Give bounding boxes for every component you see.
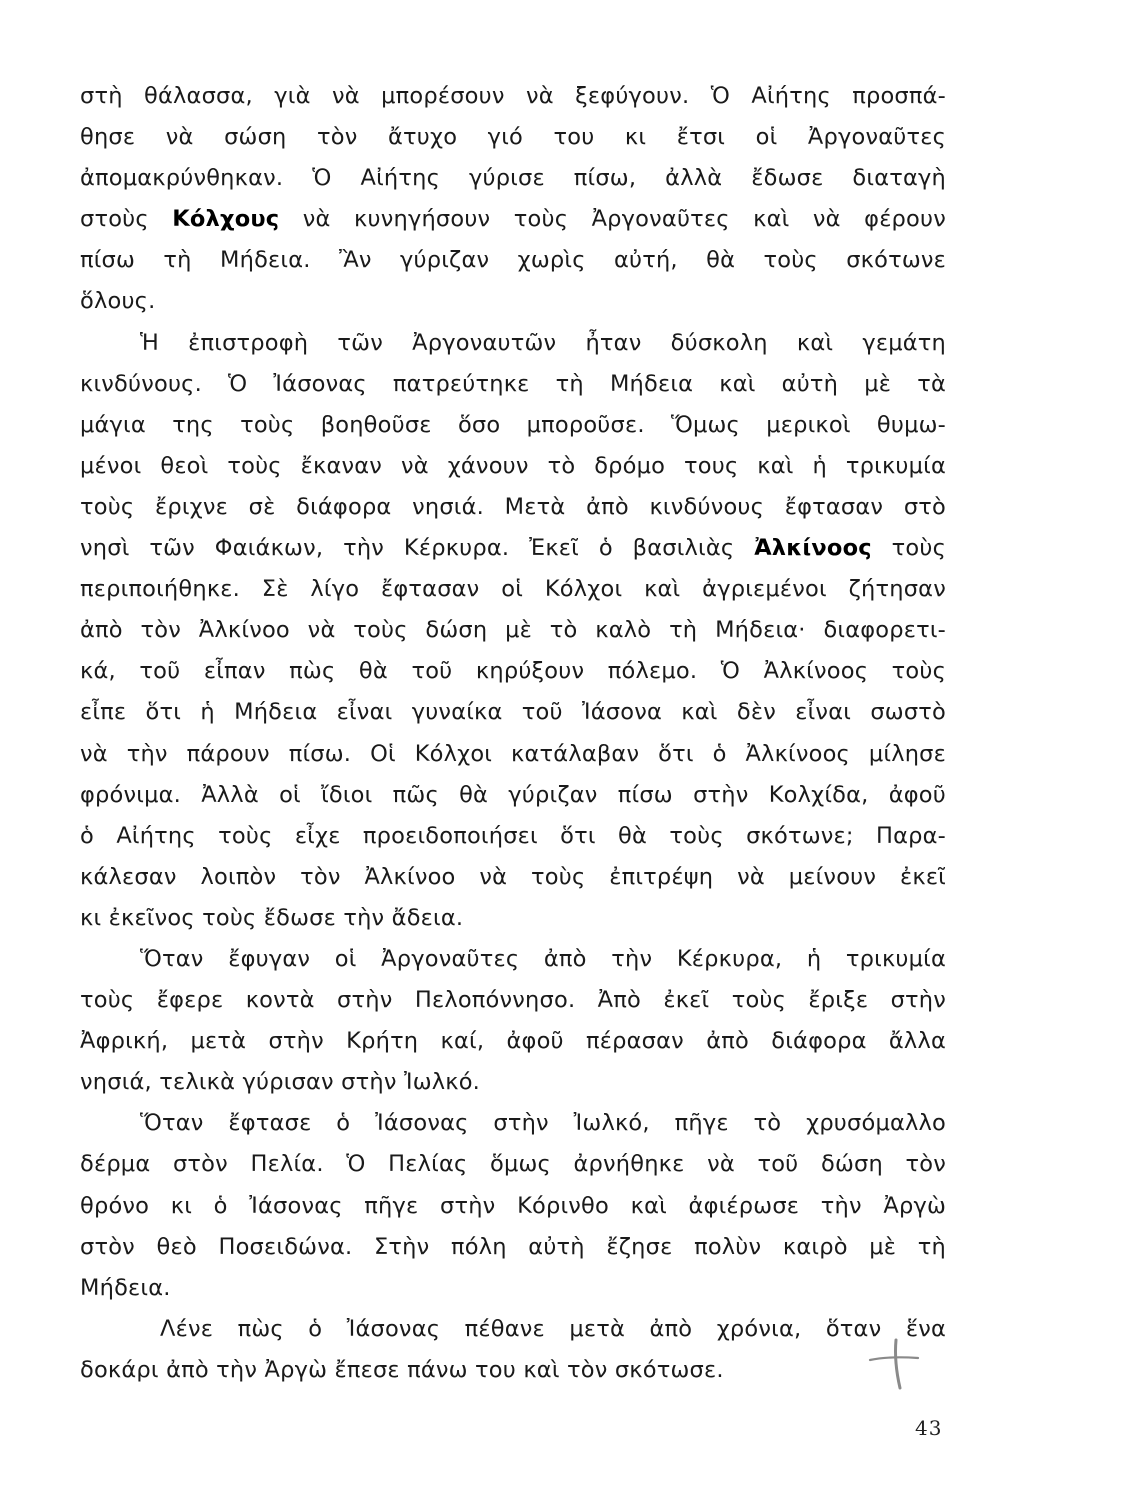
text-line	[80, 199, 946, 240]
text-line: τοὺς ἔριχνε σὲ διάφορα νησιά. Μετὰ ἀπὸ κινδύνους ἔφτασαν στὸ	[80, 493, 946, 520]
page-number: 43	[915, 1416, 943, 1440]
text-line	[80, 528, 946, 569]
text-line: νησιά, τελικὰ γύρισαν στὴν Ἰωλκό.	[80, 1069, 481, 1096]
text-line: Ἡ ἐπιστροφὴ τῶν Ἀργοναυτῶν ἦταν δύσκολη καὶ γεμάτη	[140, 329, 946, 356]
text-segment: τοὺς	[871, 535, 946, 562]
text-line: δέρμα στὸν Πελία. Ὁ Πελίας ὅμως ἀρνήθηκε νὰ τοῦ δώση τὸν	[80, 1151, 946, 1178]
text-line: θησε νὰ σώση τὸν ἄτυχο γιό του κι ἔτσι οἱ Ἀργοναῦτες	[80, 124, 946, 151]
bold-name-kolchous: Κόλχους	[172, 206, 280, 233]
text-line: Λένε πὼς ὁ Ἰάσονας πέθανε μετὰ ἀπὸ χρόνια, ὅταν ἕνα	[160, 1315, 946, 1342]
text-line: δοκάρι ἀπὸ τὴν Ἀργὼ ἔπεσε πάνω του καὶ τὸν σκότωσε.	[80, 1356, 724, 1383]
text-line: νὰ τὴν πάρουν πίσω. Οἱ Κόλχοι κατάλαβαν ὅτι ὁ Ἀλκίνοος μίλησε	[80, 740, 946, 767]
pencil-cross-mark	[866, 1336, 922, 1392]
text-line: θρόνο κι ὁ Ἰάσονας πῆγε στὴν Κόρινθο καὶ ἀφιέρωσε τὴν Ἀργὼ	[80, 1192, 946, 1219]
text-line: στὸν θεὸ Ποσειδώνα. Στὴν πόλη αὐτὴ ἔζησε πολὺν καιρὸ μὲ τὴ	[80, 1233, 946, 1260]
text-line: στὴ θάλασσα, γιὰ νὰ μπορέσουν νὰ ξεφύγουν. Ὁ Αἰήτης προσπά-	[80, 83, 946, 109]
text-line: περιποιήθηκε. Σὲ λίγο ἔφτασαν οἱ Κόλχοι καὶ ἀγριεμένοι ζήτησαν	[80, 576, 946, 603]
text-line: ὅλους.	[80, 288, 156, 315]
text-segment: νησὶ τῶν Φαιάκων, τὴν Κέρκυρα. Ἐκεῖ ὁ βασιλιὰς	[80, 535, 755, 562]
text-line: Μήδεια.	[80, 1274, 171, 1301]
text-segment: στοὺς	[80, 206, 173, 233]
text-segment: νὰ κυνηγήσουν τοὺς Ἀργοναῦτες καὶ νὰ φέρουν	[279, 206, 946, 233]
text-line: τοὺς ἔφερε κοντὰ στὴν Πελοπόννησο. Ἀπὸ ἐκεῖ τοὺς ἔριξε στὴν	[80, 987, 946, 1014]
text-line: ὁ Αἰήτης τοὺς εἶχε προειδοποιήσει ὅτι θὰ τοὺς σκότωνε; Παρα-	[80, 822, 946, 849]
bold-name-alkinoos: Ἀλκίνοος	[754, 535, 872, 562]
text-line: εἶπε ὅτι ἡ Μήδεια εἶναι γυναίκα τοῦ Ἰάσονα καὶ δὲν εἶναι σωστὸ	[80, 699, 946, 726]
text-line: Ὅταν ἔφτασε ὁ Ἰάσονας στὴν Ἰωλκό, πῆγε τὸ χρυσόμαλλο	[140, 1110, 946, 1137]
text-line: φρόνιμα. Ἀλλὰ οἱ ἴδιοι πῶς θὰ γύριζαν πίσω στὴν Κολχίδα, ἀφοῦ	[80, 781, 946, 808]
text-line: κινδύνους. Ὁ Ἰάσονας πατρεύτηκε τὴ Μήδεια καὶ αὐτὴ μὲ τὰ	[80, 370, 946, 397]
text-line: μένοι θεοὶ τοὺς ἔκαναν νὰ χάνουν τὸ δρόμο τους καὶ ἡ τρικυμία	[80, 452, 946, 479]
text-line: μάγια της τοὺς βοηθοῦσε ὅσο μποροῦσε. Ὅμως μερικοὶ θυμω-	[80, 411, 946, 438]
text-line: Ὅταν ἔφυγαν οἱ Ἀργοναῦτες ἀπὸ τὴν Κέρκυρα, ἡ τρικυμία	[140, 945, 946, 972]
page-body-text	[80, 76, 946, 1391]
text-line: κι ἐκεῖνος τοὺς ἔδωσε τὴν ἄδεια.	[80, 904, 464, 931]
text-line: Ἀφρική, μετὰ στὴν Κρήτη καί, ἀφοῦ πέρασαν ἀπὸ διάφορα ἄλλα	[80, 1028, 946, 1055]
text-line: κά, τοῦ εἶπαν πὼς θὰ τοῦ κηρύξουν πόλεμο. Ὁ Ἀλκίνοος τοὺς	[80, 658, 946, 685]
text-line: ἀπὸ τὸν Ἀλκίνοο νὰ τοὺς δώση μὲ τὸ καλὸ τὴ Μήδεια· διαφορετι-	[80, 617, 946, 644]
text-line: ἀπομακρύνθηκαν. Ὁ Αἰήτης γύρισε πίσω, ἀλλὰ ἔδωσε διαταγὴ	[80, 165, 946, 192]
text-line: πίσω τὴ Μήδεια. Ἂν γύριζαν χωρὶς αὐτή, θὰ τοὺς σκότωνε	[80, 247, 946, 274]
text-line: κάλεσαν λοιπὸν τὸν Ἀλκίνοο νὰ τοὺς ἐπιτρέψη νὰ μείνουν ἐκεῖ	[80, 863, 946, 890]
